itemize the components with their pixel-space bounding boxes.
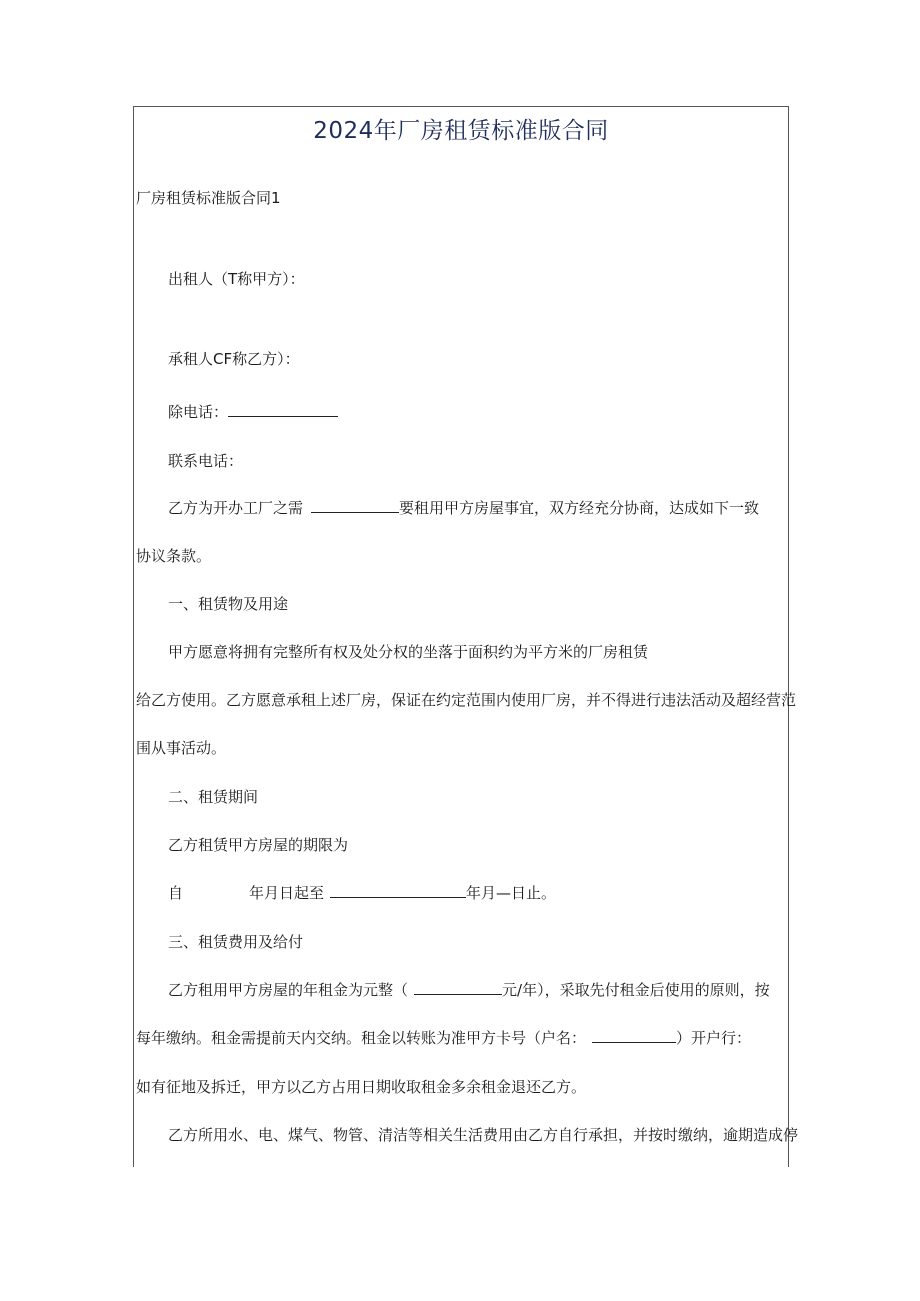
section1-title: 一、租赁物及用途 — [168, 595, 289, 613]
phone-line — [168, 402, 338, 422]
section3-paragraph-4: 乙方所用水、电、煤气、物管、清洁等相关生活费用由乙方自行承担，并按时缴纳，逾期造成停 — [168, 1126, 799, 1144]
section3-account-blank — [592, 1028, 676, 1043]
document-title: 2024年厂房租赁标准版合同 — [313, 118, 609, 144]
section3-paragraph-1 — [168, 980, 770, 1000]
section3-paragraph-2 — [136, 1028, 751, 1048]
lessor-line: 出租人（T称甲方）： — [168, 270, 305, 288]
lessee-line: 承租人CF称乙方）： — [168, 350, 300, 368]
phone-label: 除电话： — [168, 403, 229, 421]
section3-rent-blank — [414, 980, 502, 995]
section2-from: 自 — [168, 884, 184, 902]
section2-start: 年月日起至 — [249, 884, 325, 902]
section3-rent-a: 乙方租用甲方房屋的年租金为元整（ — [168, 981, 409, 999]
intro-part1: 乙方为开办工厂之需 — [168, 499, 304, 517]
section3-pay-b: ）开户行： — [676, 1029, 752, 1047]
section1-paragraph-2: 给乙方使用。乙方愿意承租上述厂房，保证在约定范围内使用厂房，并不得进行违法活动及超经营范 — [136, 691, 797, 709]
section2-paragraph-2 — [168, 883, 556, 903]
intro-line — [168, 498, 759, 518]
section1-paragraph-3: 围从事活动。 — [136, 739, 227, 757]
section3-paragraph-3: 如有征地及拆迁，甲方以乙方占用日期收取租金多余租金退还乙方。 — [136, 1078, 587, 1096]
section2-paragraph-1: 乙方租赁甲方房屋的期限为 — [168, 836, 349, 854]
contact-phone-line: 联系电话： — [168, 452, 244, 470]
intro-continuation: 协议条款。 — [136, 547, 212, 565]
section2-end: 年月—日止。 — [466, 884, 557, 902]
section3-title: 三、租赁费用及给付 — [168, 933, 304, 951]
section1-paragraph-1: 甲方愿意将拥有完整所有权及处分权的坐落于面积约为平方米的厂房租赁 — [168, 643, 649, 661]
section3-pay-a: 每年缴纳。租金需提前天内交纳。租金以转账为准甲方卡号（户名： — [136, 1029, 587, 1047]
section3-rent-b: 元/年），采取先付租金后使用的原则，按 — [502, 981, 770, 999]
intro-part2: 要租用甲方房屋事宜，双方经充分协商，达成如下一致 — [399, 499, 760, 517]
document-subtitle: 厂房租赁标准版合同1 — [136, 189, 281, 207]
document-frame — [133, 106, 789, 1167]
phone-blank — [228, 402, 338, 417]
section2-title: 二、租赁期间 — [168, 788, 259, 806]
section2-blank — [330, 883, 466, 898]
intro-blank — [311, 498, 399, 513]
